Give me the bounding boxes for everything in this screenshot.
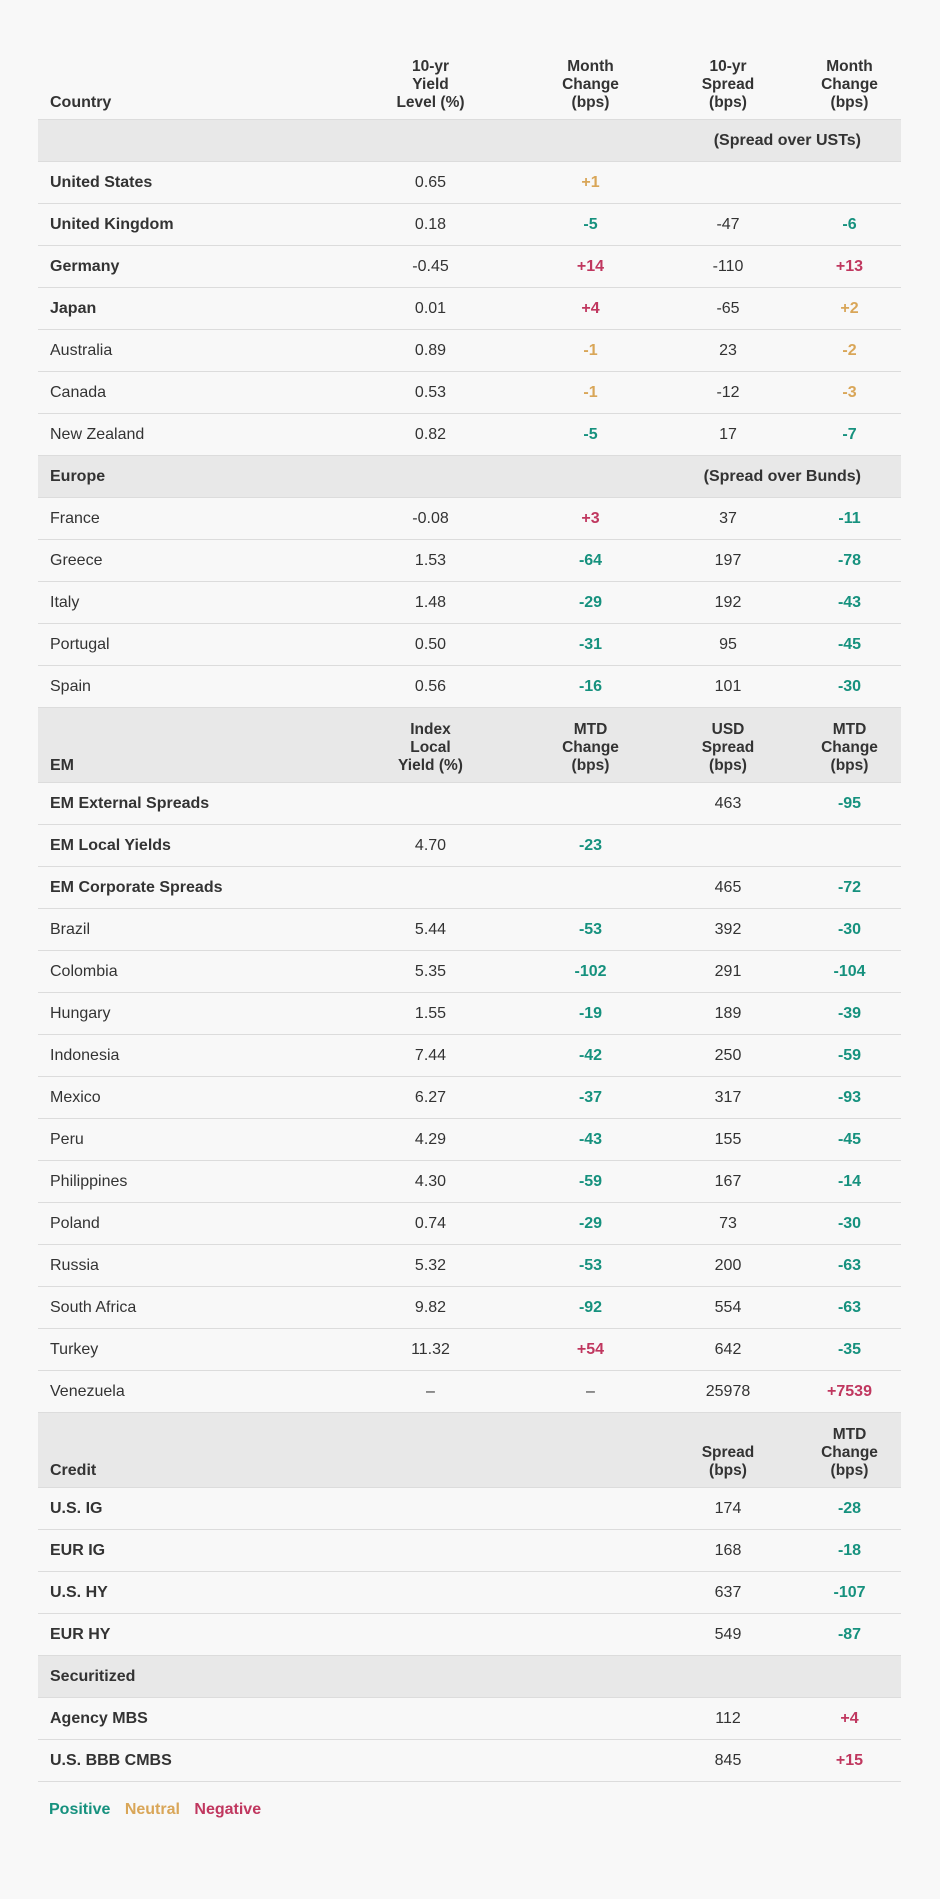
month-change-value: -29 xyxy=(578,593,603,611)
row-label: Turkey xyxy=(50,1340,99,1358)
credit-spread-header: Spread (bps) xyxy=(701,1444,755,1479)
color-legend xyxy=(49,1801,271,1819)
spread-value: 465 xyxy=(714,878,742,896)
spread-change-value: -45 xyxy=(837,1130,862,1148)
spread-change-value: +2 xyxy=(840,299,859,317)
month-change-value: -37 xyxy=(578,1088,603,1106)
europe-section-label: Europe xyxy=(50,467,106,485)
spread-change-value: -78 xyxy=(837,551,862,569)
row-label: United Kingdom xyxy=(50,215,174,233)
table-header xyxy=(38,54,901,120)
em-spread-change-header: MTD Change (bps) xyxy=(821,721,878,774)
spread-change-value: -6 xyxy=(842,215,857,233)
yield-value: -0.45 xyxy=(412,257,449,275)
credit-section-label: Credit xyxy=(50,1462,97,1479)
row-label: EM Corporate Spreads xyxy=(50,878,223,896)
table-row xyxy=(38,951,901,993)
em-change-header: MTD Change (bps) xyxy=(562,721,619,774)
spread-value: 549 xyxy=(714,1625,742,1643)
row-label: Colombia xyxy=(50,962,118,980)
table-row xyxy=(38,825,901,867)
row-label: Italy xyxy=(50,593,80,611)
table-row xyxy=(38,666,901,708)
yield-value: 0.53 xyxy=(414,383,447,401)
month-change-value: -5 xyxy=(583,215,598,233)
credit-change-header: MTD Change (bps) xyxy=(821,1426,878,1479)
table-row xyxy=(38,624,901,666)
table-row xyxy=(38,414,901,456)
row-label: Canada xyxy=(50,383,107,401)
spread-change-value: -72 xyxy=(837,878,862,896)
yield-value: 5.44 xyxy=(414,920,447,938)
spread-value: 200 xyxy=(714,1256,742,1274)
spread-change-value: -7 xyxy=(842,425,857,443)
table-row xyxy=(38,1614,901,1656)
table-row xyxy=(38,162,901,204)
month-change-header: Month Change (bps) xyxy=(562,58,619,111)
row-label: Poland xyxy=(50,1214,100,1232)
table-row xyxy=(38,1161,901,1203)
spread-value: 101 xyxy=(714,677,742,695)
month-change-value: -1 xyxy=(583,341,598,359)
table-row xyxy=(38,1740,901,1782)
row-label: Japan xyxy=(50,299,97,317)
table-row xyxy=(38,1245,901,1287)
yield-value: 4.30 xyxy=(414,1172,447,1190)
row-label: Australia xyxy=(50,341,113,359)
spread-change-value: -14 xyxy=(837,1172,862,1190)
row-label: Peru xyxy=(50,1130,84,1148)
spread-value: 112 xyxy=(715,1709,741,1727)
europe-section-row xyxy=(38,456,901,498)
spread-change-value: -59 xyxy=(837,1046,862,1064)
spread-change-value: -39 xyxy=(837,1004,862,1022)
table-row xyxy=(38,246,901,288)
month-change-value: -92 xyxy=(578,1298,603,1316)
em-section-header xyxy=(38,708,901,783)
spread-change-value: -11 xyxy=(838,509,861,527)
spread-value: 291 xyxy=(714,962,742,980)
table-row xyxy=(38,1035,901,1077)
spread-value: 167 xyxy=(714,1172,742,1190)
month-change-value: -5 xyxy=(583,425,598,443)
row-label: New Zealand xyxy=(50,425,145,443)
row-label: EM External Spreads xyxy=(50,794,210,812)
yield-value: 1.48 xyxy=(414,593,447,611)
row-label: Germany xyxy=(50,257,120,275)
month-change-value: +1 xyxy=(581,173,600,191)
spread-value: -65 xyxy=(716,299,740,317)
spread-change-value: -45 xyxy=(837,635,862,653)
yield-value: 7.44 xyxy=(414,1046,447,1064)
month-change-value: -1 xyxy=(583,383,598,401)
spread-change-value: -30 xyxy=(837,677,862,695)
month-change-value: -43 xyxy=(578,1130,603,1148)
row-label: Russia xyxy=(50,1256,99,1274)
table-row xyxy=(38,909,901,951)
spread-change-value: +7539 xyxy=(827,1382,872,1400)
em-yield-header: Index Local Yield (%) xyxy=(398,721,463,774)
spread-change-value: -87 xyxy=(837,1625,862,1643)
table-row xyxy=(38,1287,901,1329)
row-label: Greece xyxy=(50,551,103,569)
legend-neutral: Neutral xyxy=(124,1801,180,1818)
spread-value: 197 xyxy=(714,551,742,569)
spread-value: 155 xyxy=(714,1130,742,1148)
yield-value: 0.18 xyxy=(414,215,447,233)
month-change-value: -31 xyxy=(578,635,603,653)
spread-change-value: -93 xyxy=(837,1088,862,1106)
month-change-value: -102 xyxy=(574,962,607,980)
yield-value: 0.56 xyxy=(414,677,447,695)
legend-positive: Positive xyxy=(49,1801,111,1818)
em-section-label: EM xyxy=(50,757,74,774)
month-change-value: +14 xyxy=(576,257,605,275)
yield-value: 0.50 xyxy=(414,635,447,653)
row-label: Mexico xyxy=(50,1088,101,1106)
spread-change-value: -28 xyxy=(837,1499,862,1517)
spread-value: 168 xyxy=(714,1541,742,1559)
row-label: U.S. HY xyxy=(50,1583,108,1601)
yield-value: 0.89 xyxy=(414,341,447,359)
spread-change-value: -43 xyxy=(837,593,862,611)
yield-value: 1.55 xyxy=(414,1004,447,1022)
spread-value: 95 xyxy=(719,635,737,653)
spread-change-header: Month Change (bps) xyxy=(821,58,878,111)
spread-value: 25978 xyxy=(705,1382,751,1400)
spread-change-value: -2 xyxy=(842,341,857,359)
row-label: Indonesia xyxy=(50,1046,120,1064)
table-row xyxy=(38,288,901,330)
row-label: Portugal xyxy=(50,635,110,653)
table-row xyxy=(38,783,901,825)
spread-change-value: +4 xyxy=(840,1709,859,1727)
row-label: U.S. IG xyxy=(50,1499,103,1517)
spread-change-value: -30 xyxy=(837,1214,862,1232)
month-change-value: -29 xyxy=(578,1214,603,1232)
spread-value: 250 xyxy=(714,1046,742,1064)
yield-value: 1.53 xyxy=(414,551,447,569)
spread-value: 642 xyxy=(714,1340,742,1358)
spread-value: 189 xyxy=(714,1004,742,1022)
yield-header: 10-yr Yield Level (%) xyxy=(396,58,465,111)
usts-note: (Spread over USTs) xyxy=(713,131,861,149)
table-row xyxy=(38,582,901,624)
table-row xyxy=(38,1203,901,1245)
row-label: France xyxy=(50,509,100,527)
month-change-value: -19 xyxy=(578,1004,603,1022)
table-row xyxy=(38,1371,901,1413)
table-row xyxy=(38,372,901,414)
credit-section-header xyxy=(38,1413,901,1488)
bunds-note: (Spread over Bunds) xyxy=(703,467,861,485)
row-label: Hungary xyxy=(50,1004,111,1022)
yield-value: 5.35 xyxy=(414,962,447,980)
yield-value: 5.32 xyxy=(414,1256,447,1274)
row-label: EUR HY xyxy=(50,1625,111,1643)
spread-change-value: -18 xyxy=(837,1541,862,1559)
row-label: Brazil xyxy=(50,920,91,938)
usts-section-row xyxy=(38,120,901,162)
securitized-section-label: Securitized xyxy=(50,1667,136,1685)
row-label: Venezuela xyxy=(50,1382,125,1400)
spread-value: 637 xyxy=(714,1583,742,1601)
table-row xyxy=(38,498,901,540)
spread-value: 23 xyxy=(719,341,737,359)
row-label: Philippines xyxy=(50,1172,128,1190)
spread-value: 392 xyxy=(714,920,742,938)
spread-change-value: -30 xyxy=(837,920,862,938)
yield-value: 0.01 xyxy=(414,299,447,317)
spread-value: -47 xyxy=(716,215,740,233)
spread-header: 10-yr Spread (bps) xyxy=(701,58,755,111)
table-row xyxy=(38,993,901,1035)
row-label: EM Local Yields xyxy=(50,836,171,854)
month-change-value: -53 xyxy=(578,1256,603,1274)
country-header: Country xyxy=(50,94,112,111)
row-label: U.S. BBB CMBS xyxy=(50,1751,172,1769)
yield-value: -0.08 xyxy=(412,509,449,527)
spread-value: 463 xyxy=(714,794,742,812)
month-change-value: -42 xyxy=(578,1046,603,1064)
yield-value: 0.74 xyxy=(414,1214,447,1232)
month-change-value: +54 xyxy=(576,1340,605,1358)
spread-value: 37 xyxy=(719,509,737,527)
spread-change-value: -35 xyxy=(837,1340,862,1358)
spread-change-value: +15 xyxy=(835,1751,864,1769)
table-row xyxy=(38,1488,901,1530)
spread-change-value: -104 xyxy=(833,962,866,980)
spread-value: 192 xyxy=(714,593,742,611)
row-label: United States xyxy=(50,173,153,191)
spread-value: 317 xyxy=(714,1088,742,1106)
table-row xyxy=(38,867,901,909)
yield-value: 0.82 xyxy=(414,425,447,443)
table-row xyxy=(38,540,901,582)
yields-table xyxy=(38,54,901,1782)
spread-value: 174 xyxy=(714,1499,742,1517)
spread-value: 17 xyxy=(719,425,737,443)
spread-change-value: -107 xyxy=(833,1583,866,1601)
yield-value: 9.82 xyxy=(414,1298,447,1316)
yield-value: 4.29 xyxy=(414,1130,447,1148)
yield-value: 6.27 xyxy=(414,1088,447,1106)
spread-change-value: +13 xyxy=(835,257,864,275)
row-label: Agency MBS xyxy=(50,1709,148,1727)
table-row xyxy=(38,1329,901,1371)
row-label: Spain xyxy=(50,677,91,695)
spread-change-value: -95 xyxy=(837,794,862,812)
month-change-value: +3 xyxy=(581,509,600,527)
spread-value: 73 xyxy=(719,1214,737,1232)
spread-change-value: -63 xyxy=(837,1256,862,1274)
table-row xyxy=(38,1572,901,1614)
table-row xyxy=(38,330,901,372)
table-row xyxy=(38,1119,901,1161)
month-change-value: +4 xyxy=(581,299,600,317)
spread-change-value: -3 xyxy=(842,383,857,401)
legend-negative: Negative xyxy=(194,1801,262,1818)
yield-value: 4.70 xyxy=(414,836,447,854)
month-change-value: -23 xyxy=(578,836,603,854)
yield-value: 0.65 xyxy=(414,173,447,191)
spread-change-value: -63 xyxy=(837,1298,862,1316)
month-change-value: -16 xyxy=(578,677,603,695)
securitized-section-row xyxy=(38,1656,901,1698)
spread-value: 845 xyxy=(714,1751,742,1769)
month-change-value: -64 xyxy=(578,551,603,569)
spread-value: -12 xyxy=(716,383,740,401)
table-row xyxy=(38,1530,901,1572)
table-row xyxy=(38,1077,901,1119)
month-change-value: -59 xyxy=(578,1172,603,1190)
spread-value: 554 xyxy=(714,1298,742,1316)
spread-value: -110 xyxy=(712,257,744,275)
yield-value: 11.32 xyxy=(411,1340,450,1358)
month-change-value: -53 xyxy=(578,920,603,938)
table-row xyxy=(38,1698,901,1740)
em-spread-header: USD Spread (bps) xyxy=(701,721,755,774)
yield-value: – xyxy=(426,1382,435,1400)
month-change-value: – xyxy=(586,1382,595,1400)
row-label: EUR IG xyxy=(50,1541,106,1559)
row-label: South Africa xyxy=(50,1298,137,1316)
table-row xyxy=(38,204,901,246)
